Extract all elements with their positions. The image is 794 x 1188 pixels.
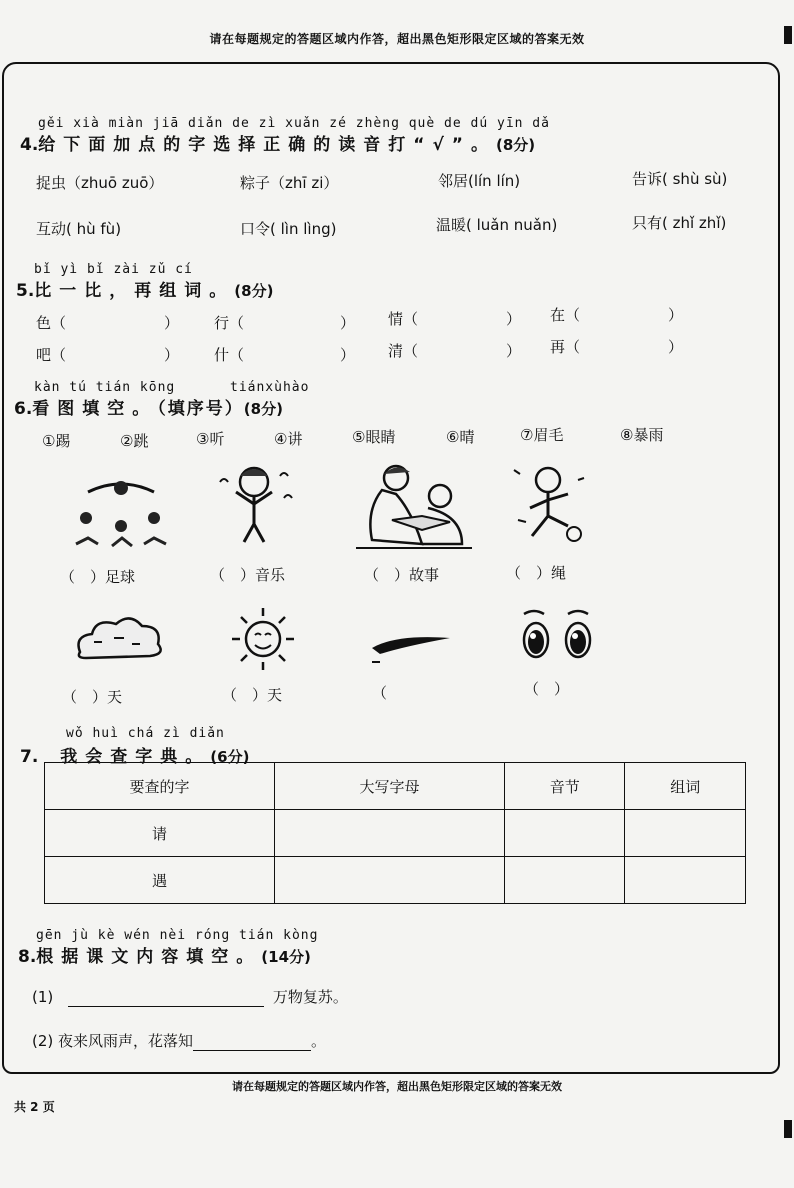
q6-pinyin-2: tiánxùhào [230,380,310,395]
q6-option: ⑧暴雨 [620,426,664,444]
footer-notice: 请在每题规定的答题区域内作答，超出黑色矩形限定区域的答案无效 [232,1080,562,1093]
q5-char: 清（ [388,342,419,360]
alignment-marker [784,26,792,44]
q5-char: 色（ [36,314,67,332]
q4-item[interactable]: 口令( lìn lìng) [240,220,337,238]
q4-heading: 4.给下面加点的字选择正确的读音打“√”。(8分) [20,135,536,155]
lookup-char: 遇 [45,857,275,904]
q7-score: (6分) [210,748,250,766]
q6-answer[interactable]: （ ）音乐 [210,566,286,584]
q4-item[interactable]: 只有( zhǐ zhǐ) [632,214,727,232]
lookup-char: 请 [45,810,275,857]
q6-answer[interactable]: （ ）天 [222,686,283,704]
q8-fill-line-2: (2) 夜来风雨声，花落知 。 [32,1032,327,1050]
q4-title: 给下面加点的字选择正确的读音打“√”。 [38,135,496,155]
q6-answer[interactable]: （ ）绳 [506,564,567,582]
q4-score: (8分) [495,136,536,154]
header-notice: 请在每题规定的答题区域内作答，超出黑色矩形限定区域的答案无效 [209,32,585,46]
q5-blank-close[interactable]: ） [340,314,356,332]
q5-blank-close[interactable]: ） [164,314,180,332]
q6-answer[interactable]: （ ）天 [62,688,123,706]
q6-option: ⑤眼睛 [352,428,396,446]
table-row [45,857,746,904]
q5-pinyin: bǐ yì bǐ zài zǔ cí [34,262,193,277]
dictionary-table [44,762,746,904]
q6-option: ①踢 [42,432,71,450]
q6-option: ③听 [196,430,225,448]
table-row [45,810,746,857]
answer-blank[interactable] [193,1050,311,1051]
q8-heading: 8.根据课文内容填空。(14分) [18,947,311,967]
girl-listening-picture [214,462,294,546]
q5-blank-close[interactable]: ） [668,306,684,324]
q6-option: ②跳 [120,432,149,450]
q5-blank-close[interactable]: ） [668,338,684,356]
q8-pinyin: gēn jù kè wén nèi róng tián kòng [36,928,319,943]
q5-title: 比一比，再组词。 [34,281,235,301]
q4-item[interactable]: 捉虫（zhuō zuō） [36,174,164,192]
q5-char: 再（ [550,338,581,356]
q6-option: ⑦眉毛 [520,426,564,444]
q5-char: 行（ [214,314,245,332]
storytelling-picture [352,460,476,552]
q6-option: ④讲 [274,430,303,448]
q5-blank-close[interactable]: ） [506,310,522,328]
q7-heading: 7. 我会查字典。(6分) [20,747,250,767]
q6-answer[interactable]: （ ）故事 [364,566,440,584]
page-count: 共 2 页 [14,1100,55,1114]
q5-blank-close[interactable]: ） [164,346,180,364]
column-header: 大写字母 [274,763,504,810]
kicking-ball-picture [508,460,588,546]
q6-score: (8分) [243,400,283,418]
q5-heading: 5.比一比，再组词。(8分) [16,281,274,301]
q6-title: 看图填空。 [32,399,158,419]
q6-pinyin: kàn tú tián kōng [34,380,176,395]
storm-cloud-picture [70,612,166,666]
q5-blank-close[interactable]: ） [506,342,522,360]
q5-char: 吧（ [36,346,67,364]
answer-cell[interactable] [625,857,746,904]
q5-blank-close[interactable]: ） [340,346,356,364]
q7-pinyin: wǒ huì chá zì diǎn [66,726,225,741]
answer-cell[interactable] [625,810,746,857]
q6-heading: 6.看图填空。（填序号）(8分) [14,399,283,419]
q5-char: 什（ [214,346,245,364]
q6-answer[interactable]: （ ）足球 [60,568,136,586]
q5-score: (8分) [234,282,274,300]
jump-rope-picture [66,474,176,554]
sun-picture [228,604,298,674]
q6-answer[interactable]: （ [372,684,388,702]
q4-item[interactable]: 温暖( luǎn nuǎn) [436,216,558,234]
q8-fill-line-1: (1) 万物复苏。 [32,988,348,1006]
q8-title: 根据课文内容填空。 [36,947,262,967]
q4-item[interactable]: 告诉( shù sù) [632,170,728,188]
answer-cell[interactable] [274,810,504,857]
column-header: 组词 [625,763,746,810]
eyes-picture [518,608,598,664]
q8-score: (14分) [261,948,311,966]
eyebrow-picture [366,618,456,668]
q7-title: 我会查字典。 [60,747,211,767]
q6-title-note: （填序号） [157,399,244,419]
q4-item[interactable]: 邻居(lín lín) [438,172,521,190]
table-header-row [45,763,746,810]
column-header: 要查的字 [45,763,275,810]
q4-item[interactable]: 互动( hù fù) [36,220,122,238]
answer-cell[interactable] [504,810,625,857]
q6-answer[interactable]: （ ） [524,680,570,698]
q6-option: ⑥晴 [446,428,475,446]
q5-char: 在（ [550,306,581,324]
q4-item[interactable]: 粽子（zhī zi） [240,174,339,192]
answer-blank[interactable] [68,1006,264,1007]
q5-char: 情（ [388,310,419,328]
answer-cell[interactable] [274,857,504,904]
answer-cell[interactable] [504,857,625,904]
q4-pinyin: gěi xià miàn jiā diǎn de zì xuǎn zé zhèng què de dú yīn dǎ [38,116,550,131]
alignment-marker [784,1120,792,1138]
column-header: 音节 [504,763,625,810]
